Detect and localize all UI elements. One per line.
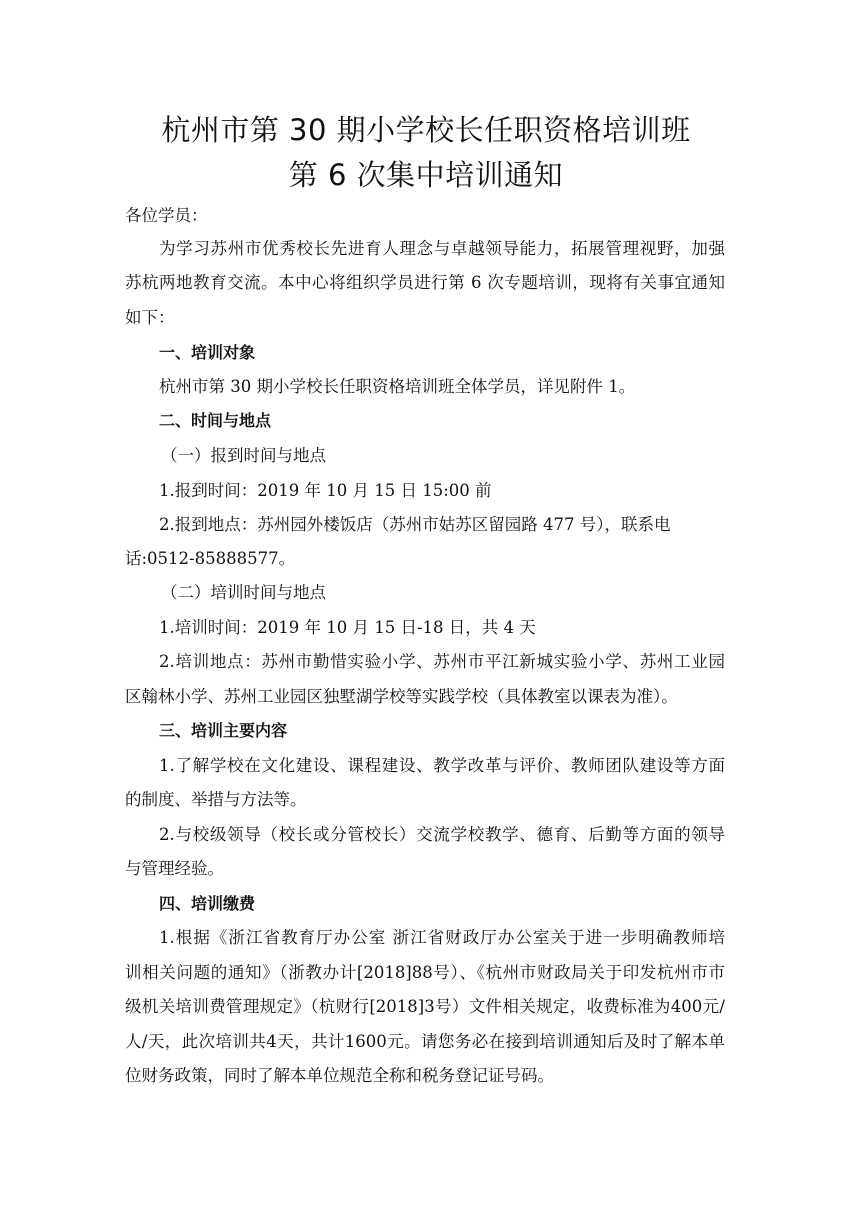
subsection-heading-training: （二）培训时间与地点 (161, 583, 326, 602)
content-item-2-line-2: 与管理经验。 (125, 859, 224, 878)
fees-line-2: 训相关问题的通知》（浙教办计[2018]88号）、《杭州市财政局关于印发杭州市市 (125, 963, 725, 982)
fees-line-3: 级机关培训费管理规定》（杭财行[2018]3号）文件相关规定，收费标准为400元/ (125, 997, 725, 1016)
checkin-time: 1.报到时间：2019 年 10 月 15 日 15:00 前 (159, 481, 492, 500)
training-time: 1.培训时间：2019 年 10 月 15 日-18 日，共 4 天 (159, 618, 536, 637)
intro-line-2: 苏杭两地教育交流。本中心将组织学员进行第 6 次专题培训，现将有关事宜通知 (125, 273, 725, 292)
fees-line-1: 1.根据《浙江省教育厅办公室 浙江省财政厅办公室关于进一步明确教师培 (159, 928, 725, 947)
checkin-place-line-1: 2.报到地点：苏州园外楼饭店（苏州市姑苏区留园路 477 号），联系电 (159, 515, 671, 534)
section-heading-content: 三、培训主要内容 (159, 721, 288, 740)
section-heading-targets: 一、培训对象 (159, 343, 256, 362)
fees-line-5: 位财务政策，同时了解本单位规范全称和税务登记证号码。 (125, 1066, 554, 1085)
fees-line-4: 人/天，此次培训共4天，共计1600元。请您务必在接到培训通知后及时了解本单 (125, 1032, 725, 1051)
content-item-1-line-2: 的制度、举措与方法等。 (125, 790, 307, 809)
section-heading-time-place: 二、时间与地点 (159, 411, 272, 430)
document-title: 杭州市第 30 期小学校长任职资格培训班 (161, 113, 691, 147)
content-item-2-line-1: 2.与校级领导（校长或分管校长）交流学校教学、德育、后勤等方面的领导 (159, 825, 725, 844)
section-heading-fees: 四、培训缴费 (159, 894, 256, 913)
salutation: 各位学员： (125, 206, 208, 225)
content-item-1-line-1: 1.了解学校在文化建设、课程建设、教学改革与评价、教师团队建设等方面 (159, 756, 725, 775)
section-text-targets: 杭州市第 30 期小学校长任职资格培训班全体学员，详见附件 1。 (159, 377, 636, 396)
training-place-line-2: 区翰林小学、苏州工业园区独墅湖学校等实践学校（具体教室以课表为准）。 (125, 687, 678, 706)
document-subtitle: 第 6 次集中培训通知 (288, 158, 564, 192)
intro-line-1: 为学习苏州市优秀校长先进育人理念与卓越领导能力，拓展管理视野，加强 (159, 239, 725, 258)
intro-line-3: 如下： (125, 308, 175, 327)
training-place-line-1: 2.培训地点：苏州市勤惜实验小学、苏州市平江新城实验小学、苏州工业园 (159, 652, 725, 671)
checkin-place-line-2: 话:0512-85888577。 (125, 549, 296, 568)
subsection-heading-checkin: （一）报到时间与地点 (161, 446, 326, 465)
